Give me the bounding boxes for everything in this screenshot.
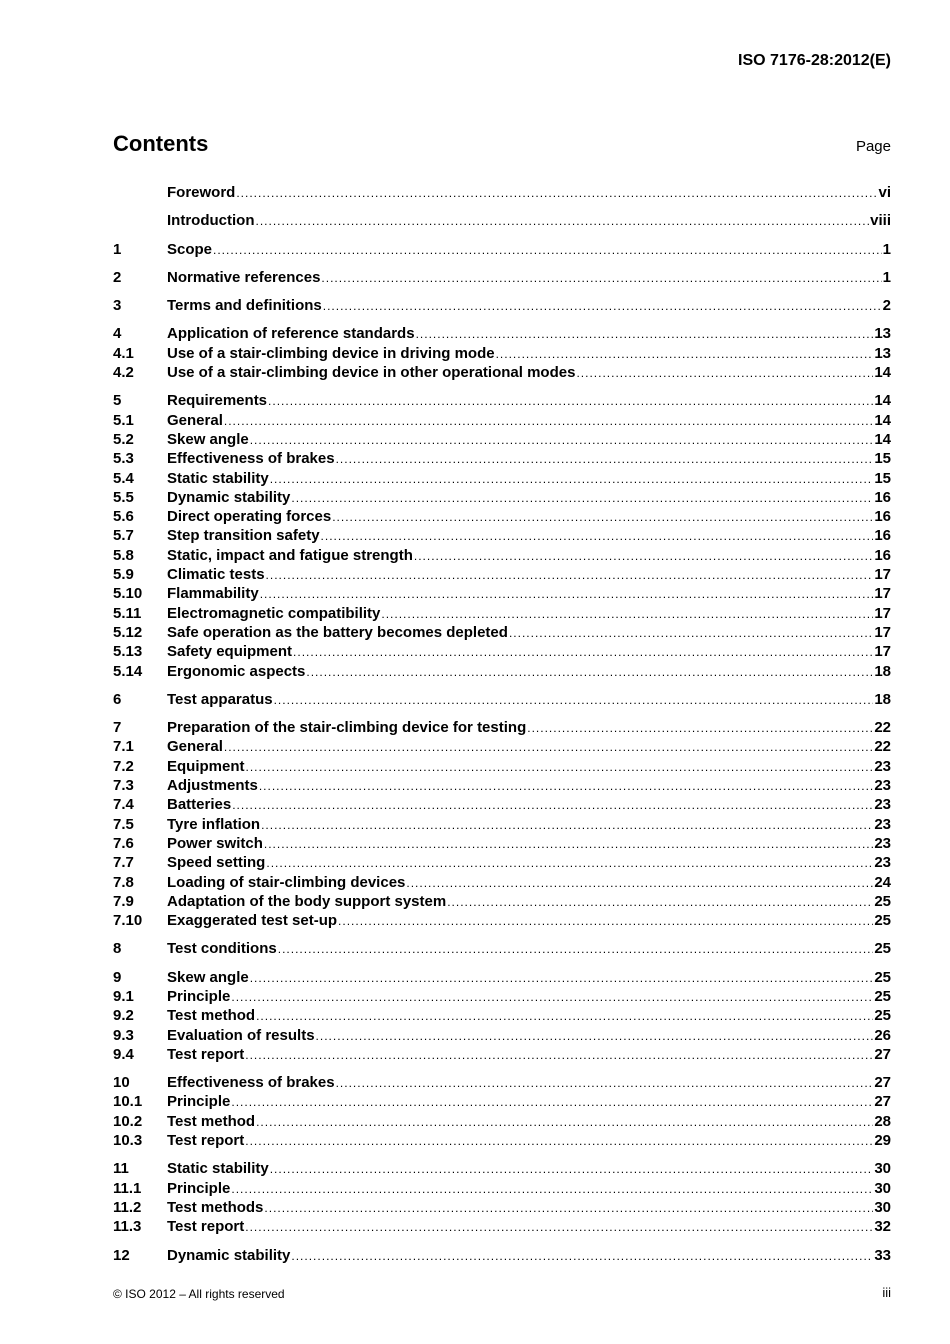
toc-entry-title[interactable]: Evaluation of results xyxy=(167,1026,315,1044)
toc-entry[interactable] xyxy=(113,834,891,853)
toc-entry[interactable] xyxy=(113,1092,891,1111)
toc-entry-title[interactable]: Effectiveness of brakes xyxy=(167,1074,335,1092)
toc-entry-page[interactable]: 18 xyxy=(874,662,891,680)
toc-entry-title[interactable]: Power switch xyxy=(167,834,263,852)
toc-entry-number: 5.9 xyxy=(113,566,134,584)
toc-dot-leader xyxy=(213,241,882,259)
footer-page-number: iii xyxy=(882,1285,891,1300)
toc-entry-title[interactable]: Static stability xyxy=(167,469,269,487)
toc-entry-title[interactable]: Electromagnetic compatibility xyxy=(167,604,381,622)
toc-entry-title[interactable]: Introduction xyxy=(167,212,255,230)
toc-entry-number: 5.5 xyxy=(113,488,134,506)
document-id: ISO 7176-28:2012(E) xyxy=(738,52,891,69)
toc-entry-title[interactable]: Ergonomic aspects xyxy=(167,662,306,680)
toc-entry[interactable] xyxy=(113,584,891,603)
toc-entry-number: 5.6 xyxy=(113,508,134,526)
toc-dot-leader xyxy=(509,624,873,642)
toc-entry[interactable] xyxy=(113,430,891,449)
toc-entry-number: 9.2 xyxy=(113,1007,134,1025)
toc-entry[interactable] xyxy=(113,1198,891,1217)
toc-entry-page[interactable]: vi xyxy=(878,184,891,201)
toc-entry-page[interactable]: 28 xyxy=(874,1112,891,1130)
toc-dot-leader xyxy=(266,566,874,584)
toc-entry-number: 2 xyxy=(113,268,122,286)
toc-dot-leader xyxy=(264,835,873,853)
toc-entry[interactable] xyxy=(113,662,891,681)
toc-entry-page[interactable]: 14 xyxy=(874,364,891,382)
toc-entry-number: 5.13 xyxy=(113,643,143,661)
toc-entry-title[interactable]: Principle xyxy=(167,987,231,1005)
toc-entry-number: 9.1 xyxy=(113,987,134,1005)
toc-entry-page[interactable]: 1 xyxy=(882,268,891,286)
toc-dot-leader xyxy=(255,212,869,230)
toc-dot-leader xyxy=(270,470,874,488)
toc-entry-number: 7.10 xyxy=(113,912,143,930)
toc-entry-title[interactable]: Preparation of the stair-climbing device for testing xyxy=(167,719,527,737)
toc-entry-title[interactable]: Flammability xyxy=(167,585,259,603)
toc-dot-leader xyxy=(246,758,874,776)
toc-entry-title[interactable]: Test conditions xyxy=(167,940,277,958)
toc-entry-number: 7.9 xyxy=(113,892,134,910)
toc-entry-page[interactable]: 14 xyxy=(874,430,891,448)
toc-entry-page[interactable]: 15 xyxy=(874,469,891,487)
toc-entry-page[interactable]: 25 xyxy=(874,987,891,1005)
toc-entry-number: 11.1 xyxy=(113,1179,142,1197)
toc-entry[interactable] xyxy=(113,469,891,488)
toc-entry-title[interactable]: Scope xyxy=(167,240,213,258)
toc-entry-number: 10 xyxy=(113,1074,130,1092)
toc-dot-leader xyxy=(268,392,873,410)
toc-entry-page[interactable]: 22 xyxy=(874,738,891,756)
toc-dot-leader xyxy=(316,1027,874,1045)
toc-entry[interactable] xyxy=(113,1073,891,1092)
toc-entry-number: 10.1 xyxy=(113,1093,143,1111)
toc-entry[interactable] xyxy=(113,344,891,363)
toc-entry-title[interactable]: Climatic tests xyxy=(167,566,265,584)
toc-entry[interactable] xyxy=(113,1112,891,1131)
toc-entry-page[interactable]: 14 xyxy=(874,392,891,410)
toc-entry-title[interactable]: Foreword xyxy=(167,184,236,201)
toc-entry-page[interactable]: 17 xyxy=(874,623,891,641)
toc-entry-number: 7.3 xyxy=(113,777,134,795)
toc-entry-number: 11.2 xyxy=(113,1198,142,1216)
toc-entry-title[interactable]: Normative references xyxy=(167,268,321,286)
toc-entry-page[interactable]: 23 xyxy=(874,834,891,852)
toc-entry-page[interactable]: 18 xyxy=(874,690,891,708)
toc-entry-title[interactable]: Loading of stair-climbing devices xyxy=(167,873,406,891)
toc-entry-number: 8 xyxy=(113,940,122,958)
toc-entry-title[interactable]: Adjustments xyxy=(167,777,258,795)
toc-dot-leader xyxy=(414,547,873,565)
toc-entry-title[interactable]: Static stability xyxy=(167,1160,269,1178)
toc-entry-title[interactable]: Terms and definitions xyxy=(167,297,322,315)
toc-entry-number: 7.8 xyxy=(113,873,134,891)
toc-entry-page[interactable]: 13 xyxy=(874,344,891,362)
toc-entry[interactable] xyxy=(113,623,891,642)
toc-entry-title[interactable]: Skew angle xyxy=(167,968,249,986)
toc-dot-leader xyxy=(576,364,873,382)
toc-entry[interactable] xyxy=(113,1179,891,1198)
toc-entry-number: 12 xyxy=(113,1246,130,1264)
toc-entry[interactable] xyxy=(113,1026,891,1045)
toc-entry-number: 1 xyxy=(113,240,122,258)
toc-entry-number: 5.1 xyxy=(113,411,134,429)
toc-dot-leader xyxy=(231,1180,873,1198)
toc-entry-number: 5.11 xyxy=(113,604,142,622)
toc-entry[interactable] xyxy=(113,240,891,259)
toc-entry[interactable] xyxy=(113,488,891,507)
toc-dot-leader xyxy=(496,345,874,363)
toc-dot-leader xyxy=(293,643,873,661)
toc-entry-page[interactable]: 16 xyxy=(874,488,891,506)
toc-entry-page[interactable]: 30 xyxy=(874,1160,891,1178)
toc-entry[interactable] xyxy=(113,526,891,545)
toc-entry-number: 7.7 xyxy=(113,854,134,872)
toc-dot-leader xyxy=(250,969,874,987)
toc-entry-title[interactable]: Test apparatus xyxy=(167,690,273,708)
toc-entry-page[interactable]: 25 xyxy=(874,912,891,930)
toc-dot-leader xyxy=(224,738,873,756)
toc-dot-leader xyxy=(291,1247,873,1265)
toc-dot-leader xyxy=(306,663,873,681)
toc-entry-page[interactable]: 14 xyxy=(874,411,891,429)
toc-entry-title[interactable]: Adaptation of the body support system xyxy=(167,892,447,910)
toc-dot-leader xyxy=(236,184,877,202)
toc-entry-number: 7.1 xyxy=(113,738,134,756)
toc-entry-number: 5.4 xyxy=(113,469,134,487)
table-of-contents xyxy=(113,183,891,1265)
toc-entry[interactable] xyxy=(113,324,891,343)
toc-entry-page[interactable]: 25 xyxy=(874,892,891,910)
page-column-label: Page xyxy=(855,138,891,155)
toc-dot-leader xyxy=(224,412,873,430)
toc-entry-page[interactable]: 30 xyxy=(874,1198,891,1216)
toc-entry-title[interactable]: Skew angle xyxy=(167,430,249,448)
toc-dot-leader xyxy=(256,1113,873,1131)
toc-entry-number: 10.3 xyxy=(113,1132,143,1150)
toc-entry[interactable] xyxy=(113,968,891,987)
toc-entry[interactable] xyxy=(113,911,891,930)
toc-dot-leader xyxy=(264,1199,873,1217)
toc-dot-leader xyxy=(323,297,882,315)
toc-entry-page[interactable]: 27 xyxy=(874,1093,891,1111)
toc-entry-page[interactable]: 23 xyxy=(874,854,891,872)
toc-entry-number: 5 xyxy=(113,392,122,410)
toc-entry-page[interactable]: 27 xyxy=(874,1045,891,1063)
toc-entry-title[interactable]: General xyxy=(167,738,223,756)
toc-entry[interactable] xyxy=(113,642,891,661)
toc-dot-leader xyxy=(245,1132,873,1150)
toc-entry[interactable] xyxy=(113,987,891,1006)
toc-dot-leader xyxy=(406,874,873,892)
toc-entry-title[interactable]: Test method xyxy=(167,1007,256,1025)
toc-entry-title[interactable]: Safety equipment xyxy=(167,643,293,661)
toc-entry-number: 5.14 xyxy=(113,662,143,680)
toc-entry-number: 5.12 xyxy=(113,623,143,641)
toc-entry-title[interactable]: Test report xyxy=(167,1132,245,1150)
toc-entry-number: 9.4 xyxy=(113,1045,134,1063)
toc-entry-page[interactable]: 23 xyxy=(874,796,891,814)
toc-dot-leader xyxy=(245,1046,873,1064)
toc-entry-title[interactable]: Test report xyxy=(167,1218,245,1236)
toc-entry-title[interactable]: Dynamic stability xyxy=(167,1246,291,1264)
toc-entry-number: 4 xyxy=(113,325,122,343)
toc-entry-title[interactable]: Test methods xyxy=(167,1198,264,1216)
toc-entry-title[interactable]: Static, impact and fatigue strength xyxy=(167,546,413,564)
toc-dot-leader xyxy=(278,940,874,958)
toc-entry[interactable] xyxy=(113,892,891,911)
toc-entry[interactable] xyxy=(113,690,891,709)
toc-entry[interactable] xyxy=(113,546,891,565)
toc-entry-page[interactable]: 2 xyxy=(882,297,891,315)
toc-entry-page[interactable]: 17 xyxy=(874,604,891,622)
toc-entry-page[interactable]: 17 xyxy=(874,566,891,584)
toc-entry-page[interactable]: 23 xyxy=(874,815,891,833)
toc-entry[interactable] xyxy=(113,718,891,737)
toc-entry-page[interactable]: 15 xyxy=(874,450,891,468)
toc-entry-page[interactable]: 24 xyxy=(874,873,891,891)
toc-entry[interactable] xyxy=(113,507,891,526)
toc-entry-title[interactable]: Test report xyxy=(167,1045,245,1063)
toc-entry-title[interactable]: Principle xyxy=(167,1093,231,1111)
toc-entry-page[interactable]: 27 xyxy=(874,1074,891,1092)
toc-entry[interactable] xyxy=(113,183,891,202)
toc-entry-number: 7.2 xyxy=(113,757,134,775)
toc-entry-title[interactable]: Speed setting xyxy=(167,854,266,872)
toc-entry-title[interactable]: Dynamic stability xyxy=(167,488,291,506)
toc-entry-page[interactable]: viii xyxy=(870,212,891,230)
toc-entry-number: 7.6 xyxy=(113,834,134,852)
toc-dot-leader xyxy=(231,988,873,1006)
toc-entry-title[interactable]: Step transition safety xyxy=(167,527,320,545)
toc-entry-title[interactable]: Effectiveness of brakes xyxy=(167,450,335,468)
toc-dot-leader xyxy=(447,893,873,911)
toc-entry-page[interactable]: 25 xyxy=(874,940,891,958)
toc-entry-title[interactable]: Safe operation as the battery becomes depleted xyxy=(167,623,508,641)
toc-dot-leader xyxy=(527,719,873,737)
toc-entry-number: 4.2 xyxy=(113,364,134,382)
toc-entry[interactable] xyxy=(113,939,891,958)
toc-dot-leader xyxy=(270,1160,874,1178)
toc-dot-leader xyxy=(381,605,873,623)
toc-entry-number: 7.5 xyxy=(113,815,134,833)
toc-dot-leader xyxy=(231,1093,873,1111)
toc-dot-leader xyxy=(261,816,873,834)
toc-dot-leader xyxy=(260,585,874,603)
toc-dot-leader xyxy=(256,1007,873,1025)
toc-entry[interactable] xyxy=(113,449,891,468)
toc-entry-number: 10.2 xyxy=(113,1112,143,1130)
toc-entry-page[interactable]: 26 xyxy=(874,1026,891,1044)
toc-entry-title[interactable]: Direct operating forces xyxy=(167,508,332,526)
toc-entry[interactable] xyxy=(113,795,891,814)
toc-entry-number: 5.3 xyxy=(113,450,134,468)
toc-entry[interactable] xyxy=(113,853,891,872)
toc-entry[interactable] xyxy=(113,737,891,756)
toc-entry-title[interactable]: Principle xyxy=(167,1179,231,1197)
toc-entry[interactable] xyxy=(113,211,891,230)
toc-entry-page[interactable]: 22 xyxy=(874,719,891,737)
toc-entry[interactable] xyxy=(113,1131,891,1150)
toc-entry[interactable] xyxy=(113,411,891,430)
toc-entry-number: 4.1 xyxy=(113,344,134,362)
toc-entry-page[interactable]: 16 xyxy=(874,508,891,526)
toc-entry[interactable] xyxy=(113,1006,891,1025)
toc-entry-number: 6 xyxy=(113,690,122,708)
toc-entry[interactable] xyxy=(113,296,891,315)
contents-heading: Contents xyxy=(113,131,209,156)
toc-entry-page[interactable]: 17 xyxy=(874,643,891,661)
footer-copyright: © ISO 2012 – All rights reserved xyxy=(113,1287,285,1301)
toc-entry-page[interactable]: 13 xyxy=(874,325,891,343)
toc-dot-leader xyxy=(245,1218,873,1236)
toc-dot-leader xyxy=(332,508,873,526)
toc-entry-title[interactable]: Application of reference standards xyxy=(167,325,415,343)
toc-entry-page[interactable]: 29 xyxy=(874,1132,891,1150)
toc-entry-page[interactable]: 17 xyxy=(874,585,891,603)
toc-dot-leader xyxy=(291,489,873,507)
toc-entry-title[interactable]: Use of a stair-climbing device in other operational modes xyxy=(167,364,576,382)
toc-entry-title[interactable]: Use of a stair-climbing device in driving mode xyxy=(167,344,495,362)
toc-entry[interactable] xyxy=(113,776,891,795)
toc-dot-leader xyxy=(416,325,874,343)
toc-entry[interactable] xyxy=(113,268,891,287)
toc-entry-number: 5.2 xyxy=(113,430,134,448)
toc-entry[interactable] xyxy=(113,565,891,584)
toc-entry[interactable] xyxy=(113,604,891,623)
toc-entry-title[interactable]: Requirements xyxy=(167,392,268,410)
toc-entry-number: 5.7 xyxy=(113,527,134,545)
toc-entry-page[interactable]: 23 xyxy=(874,777,891,795)
toc-entry[interactable] xyxy=(113,391,891,410)
toc-entry-page[interactable]: 30 xyxy=(874,1179,891,1197)
toc-dot-leader xyxy=(259,777,873,795)
toc-entry-title[interactable]: Batteries xyxy=(167,796,232,814)
toc-entry-title[interactable]: Exaggerated test set-up xyxy=(167,912,338,930)
toc-entry[interactable] xyxy=(113,873,891,892)
toc-entry-number: 11 xyxy=(113,1160,129,1178)
toc-entry-number: 3 xyxy=(113,297,122,315)
toc-dot-leader xyxy=(266,854,873,872)
toc-dot-leader xyxy=(232,796,873,814)
toc-entry[interactable] xyxy=(113,1159,891,1178)
toc-entry[interactable] xyxy=(113,363,891,382)
toc-entry-number: 5.8 xyxy=(113,546,134,564)
toc-entry-title[interactable]: Equipment xyxy=(167,757,245,775)
toc-entry-number: 9 xyxy=(113,968,122,986)
toc-entry[interactable] xyxy=(113,815,891,834)
toc-entry-number: 9.3 xyxy=(113,1026,134,1044)
toc-entry[interactable] xyxy=(113,1246,891,1265)
toc-entry[interactable] xyxy=(113,1217,891,1236)
toc-dot-leader xyxy=(274,691,874,709)
toc-dot-leader xyxy=(321,269,881,287)
toc-entry-title[interactable]: General xyxy=(167,411,223,429)
toc-entry-page[interactable]: 23 xyxy=(874,757,891,775)
toc-entry-page[interactable]: 25 xyxy=(874,968,891,986)
toc-entry-title[interactable]: Test method xyxy=(167,1112,256,1130)
toc-entry-page[interactable]: 16 xyxy=(874,546,891,564)
toc-entry-number: 7.4 xyxy=(113,796,134,814)
toc-entry[interactable] xyxy=(113,757,891,776)
toc-entry-number: 5.10 xyxy=(113,585,143,603)
toc-dot-leader xyxy=(336,1074,874,1092)
toc-entry-page[interactable]: 1 xyxy=(882,240,891,258)
toc-entry-page[interactable]: 16 xyxy=(874,527,891,545)
toc-dot-leader xyxy=(336,450,874,468)
toc-dot-leader xyxy=(321,527,874,545)
toc-entry-number: 7 xyxy=(113,719,122,737)
toc-dot-leader xyxy=(338,912,873,930)
toc-entry[interactable] xyxy=(113,1045,891,1064)
toc-entry-page[interactable]: 25 xyxy=(874,1007,891,1025)
toc-entry-page[interactable]: 32 xyxy=(874,1218,891,1236)
toc-entry-title[interactable]: Tyre inflation xyxy=(167,815,261,833)
toc-entry-number: 11.3 xyxy=(113,1218,142,1236)
toc-dot-leader xyxy=(250,431,874,449)
toc-entry-page[interactable]: 33 xyxy=(874,1246,891,1264)
